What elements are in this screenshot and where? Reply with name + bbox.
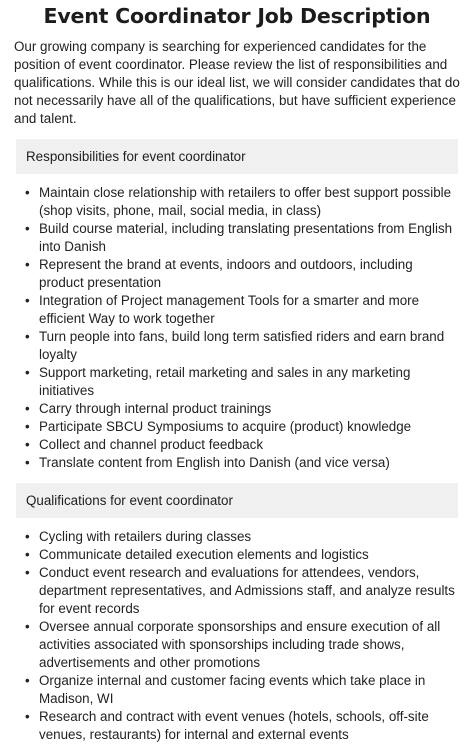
list-item-text: Maintain close relationship with retailers to offer best support possible (shop visits, phone, mail, social media, in class) <box>39 185 452 218</box>
list-item-text: Translate content from English into Danish (and vice versa) <box>39 455 390 470</box>
list-item-text: Participate SBCU Symposiums to acquire (product) knowledge <box>39 419 412 434</box>
list-item-text: Oversee annual corporate sponsorships and ensure execution of all activities associated with sponsorships including trade shows, advertisements and other promotions <box>39 619 441 670</box>
bullet-icon: • <box>25 619 30 634</box>
list-item-text: Support marketing, retail marketing and sales in any marketing initiatives <box>39 365 411 398</box>
bullet-icon: • <box>25 401 30 416</box>
list-item-text: Research and contract with event venues (hotels, schools, off-site venues, restaurants) for internal and external events <box>39 709 429 742</box>
bullet-icon: • <box>25 455 30 470</box>
bullet-icon: • <box>25 329 30 344</box>
bullet-icon: • <box>25 565 30 580</box>
bullet-icon: • <box>25 419 30 434</box>
list-item-text: Represent the brand at events, indoors and outdoors, including product presentation <box>39 257 413 290</box>
bullet-icon: • <box>25 547 30 562</box>
bullet-icon: • <box>25 437 30 452</box>
list-item <box>14 618 460 672</box>
list-item <box>14 708 460 744</box>
list-item <box>14 256 460 292</box>
responsibilities-heading: Responsibilities for event coordinator <box>16 139 458 174</box>
list-item-text: Integration of Project management Tools for a smarter and more efficient Way to work together <box>39 293 420 326</box>
bullet-icon: • <box>25 529 30 544</box>
list-item <box>14 364 460 400</box>
page-title: Event Coordinator Job Description <box>43 4 431 28</box>
bullet-icon: • <box>25 365 30 380</box>
list-item <box>14 454 460 472</box>
list-item <box>14 528 460 546</box>
list-item-text: Communicate detailed execution elements and logistics <box>39 547 369 562</box>
list-item <box>14 436 460 454</box>
responsibilities-list <box>14 184 460 472</box>
list-item-text: Build course material, including translating presentations from English into Danish <box>39 221 453 254</box>
list-item <box>14 400 460 418</box>
list-item <box>14 184 460 220</box>
intro-paragraph: Our growing company is searching for experienced candidates for the position of event coordinator. Please review the list of responsibilities and qualifications. While this is our ideal list, we will consider candidates that do not necessarily have all of the qualifications, but have sufficient experience and talent. <box>14 39 460 126</box>
list-item-text: Organize internal and customer facing events which take place in Madison, WI <box>39 673 426 706</box>
list-item <box>14 328 460 364</box>
bullet-icon: • <box>25 257 30 272</box>
list-item <box>14 672 460 708</box>
list-item <box>14 292 460 328</box>
bullet-icon: • <box>25 185 30 200</box>
qualifications-heading: Qualifications for event coordinator <box>16 483 458 518</box>
list-item-text: Cycling with retailers during classes <box>39 529 252 544</box>
list-item-text: Conduct event research and evaluations for attendees, vendors, department representatives, and Admissions staff, and analyze results for event records <box>39 565 455 616</box>
bullet-icon: • <box>25 709 30 724</box>
bullet-icon: • <box>25 221 30 236</box>
bullet-icon: • <box>25 673 30 688</box>
list-item-text: Collect and channel product feedback <box>39 437 264 452</box>
qualifications-list <box>14 528 460 744</box>
list-item <box>14 418 460 436</box>
list-item-text: Carry through internal product trainings <box>39 401 272 416</box>
list-item <box>14 220 460 256</box>
list-item <box>14 564 460 618</box>
bullet-icon: • <box>25 293 30 308</box>
list-item-text: Turn people into fans, build long term satisfied riders and earn brand loyalty <box>39 329 445 362</box>
list-item <box>14 546 460 564</box>
